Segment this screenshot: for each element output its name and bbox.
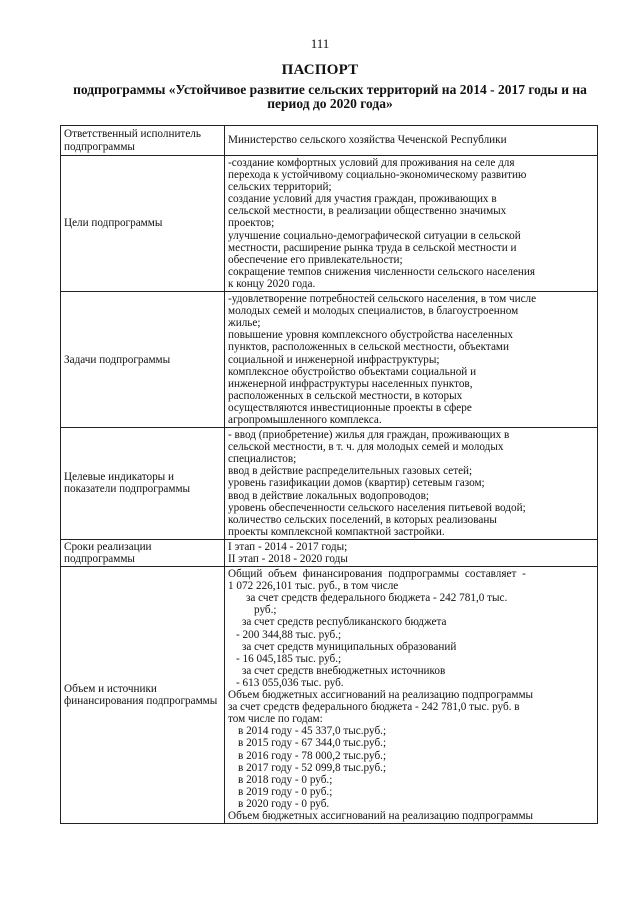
document-title: ПАСПОРТ (281, 62, 359, 78)
table-row-terms (61, 539, 598, 566)
financing-line: - 200 344,88 тыс. руб.; (236, 628, 342, 641)
tasks-line: жилье; (228, 317, 261, 330)
tasks-content (225, 292, 598, 428)
indicators-line: ввод в действие распределительных газовых сетей; (228, 465, 473, 478)
financing-line: Объем бюджетных ассигнований на реализацию подпрограммы (228, 809, 534, 822)
financing-line: за счет средств федерального бюджета - 242 781,0 тыс. (246, 592, 508, 605)
indicators-content (225, 428, 598, 540)
table-row-tasks (61, 292, 598, 428)
indicators-line: ввод в действие локальных водопроводов; (228, 489, 430, 502)
financing-line: том числе по годам: (228, 713, 323, 726)
responsible-value: Министерство сельского хозяйства Чеченской Республики (225, 126, 598, 156)
goals-line: местности, расширение рынка труда в сельской местности и (228, 241, 517, 254)
financing-year-line: в 2015 году - 67 344,0 тыс.руб.; (238, 737, 387, 750)
financing-year-line: в 2017 году - 52 099,8 тыс.руб.; (238, 761, 387, 774)
tasks-line: агропромышленного комплекса. (228, 413, 382, 426)
table-row-responsible (61, 126, 598, 156)
goals-line: -создание комфортных условий для проживания на селе для (228, 157, 515, 169)
goals-line: обеспечение его привлекательности; (228, 253, 403, 266)
financing-line: руб.; (254, 604, 277, 617)
indicators-line: сельской местности, в т. ч. для молодых семей и молодых (228, 441, 504, 454)
table-row-goals (61, 156, 598, 292)
tasks-line: осуществляются инвестиционные проекты в сфере (228, 401, 472, 414)
indicators-label: Целевые индикаторы и показатели подпрограммы (61, 428, 225, 540)
goals-label: Цели подпрограммы (61, 156, 225, 292)
terms-content (225, 539, 598, 566)
goals-line: к концу 2020 года. (228, 277, 316, 290)
financing-line: за счет средств муниципальных образований (242, 640, 457, 653)
document-subtitle: подпрограммы «Устойчивое развитие сельских территорий на 2014 - 2017 годы и на период до 2020 года» (73, 82, 587, 111)
financing-line: за счет средств федерального бюджета - 242 781,0 тыс. руб. в (228, 701, 520, 714)
financing-year-line: в 2018 году - 0 руб.; (238, 773, 333, 786)
indicators-line: количество сельских поселений, в которых реализованы (228, 513, 497, 526)
tasks-line: молодых семей и молодых специалистов, в благоустроенном (228, 305, 519, 318)
indicators-line: уровень газификации домов (квартир) сетевым газом; (228, 477, 485, 490)
financing-line: - 16 045,185 тыс. руб.; (236, 652, 342, 665)
indicators-line: уровень обеспеченности сельского населения питьевой водой; (228, 501, 526, 514)
financing-line: за счет средств внебюджетных источников (242, 664, 446, 677)
indicators-line: - ввод (приобретение) жилья для граждан, проживающих в (228, 429, 510, 442)
financing-line: Общий объем финансирования подпрограммы составляет - (228, 568, 526, 581)
tasks-line: социальной и инженерной инфраструктуры; (228, 353, 440, 366)
goals-line: сокращение темпов снижения численности сельского населения (228, 265, 536, 278)
tasks-line: инженерной инфраструктуры населенных пунктов, (228, 377, 473, 390)
indicators-line: специалистов; (228, 453, 297, 466)
tasks-label: Задачи подпрограммы (61, 292, 225, 428)
financing-line: за счет средств республиканского бюджета (242, 616, 447, 629)
goals-line: перехода к устойчивому социально-экономическому развитию (228, 169, 527, 182)
goals-line: сельской местности, в реализации общественно значимых (228, 205, 507, 218)
goals-line: улучшение социально-демографической ситуации в сельской (228, 229, 521, 242)
tasks-line: -удовлетворение потребностей сельского населения, в том числе (228, 293, 537, 306)
financing-content (225, 567, 598, 824)
financing-line: Объем бюджетных ассигнований на реализацию подпрограммы (228, 689, 534, 702)
passport-table (60, 125, 598, 824)
terms-label: Сроки реализации подпрограммы (61, 539, 225, 566)
tasks-line: повышение уровня комплексного обустройства населенных (228, 329, 513, 342)
financing-label: Объем и источники финансирования подпрограммы (61, 567, 225, 824)
tasks-line: расположенных в сельской местности, в которых (228, 389, 463, 402)
financing-year-line: в 2014 году - 45 337,0 тыс.руб.; (238, 725, 387, 738)
terms-line: II этап - 2018 - 2020 годы (228, 553, 348, 565)
financing-line: 1 072 226,101 тыс. руб., в том числе (228, 580, 399, 593)
indicators-line: проекты комплексной компактной застройки. (228, 525, 445, 538)
terms-line: I этап - 2014 - 2017 годы; (228, 540, 348, 553)
table-row-indicators (61, 428, 598, 540)
responsible-label: Ответственный исполнитель подпрограммы (61, 126, 225, 156)
goals-content (225, 156, 598, 292)
goals-line: сельских территорий; (228, 181, 332, 194)
table-row-financing (61, 567, 598, 824)
financing-year-line: в 2019 году - 0 руб.; (238, 785, 333, 798)
page-number: 111 (310, 36, 330, 51)
financing-line: - 613 055,036 тыс. руб. (236, 676, 344, 689)
goals-line: создание условий для участия граждан, проживающих в (228, 193, 497, 206)
financing-year-line: в 2020 году - 0 руб. (238, 797, 330, 810)
financing-year-line: в 2016 году - 78 000,2 тыс.руб.; (238, 749, 387, 762)
tasks-line: комплексное обустройство объектами социальной и (228, 365, 477, 378)
goals-line: проектов; (228, 217, 275, 230)
tasks-line: пунктов, расположенных в сельской местности, объектами (228, 341, 509, 354)
